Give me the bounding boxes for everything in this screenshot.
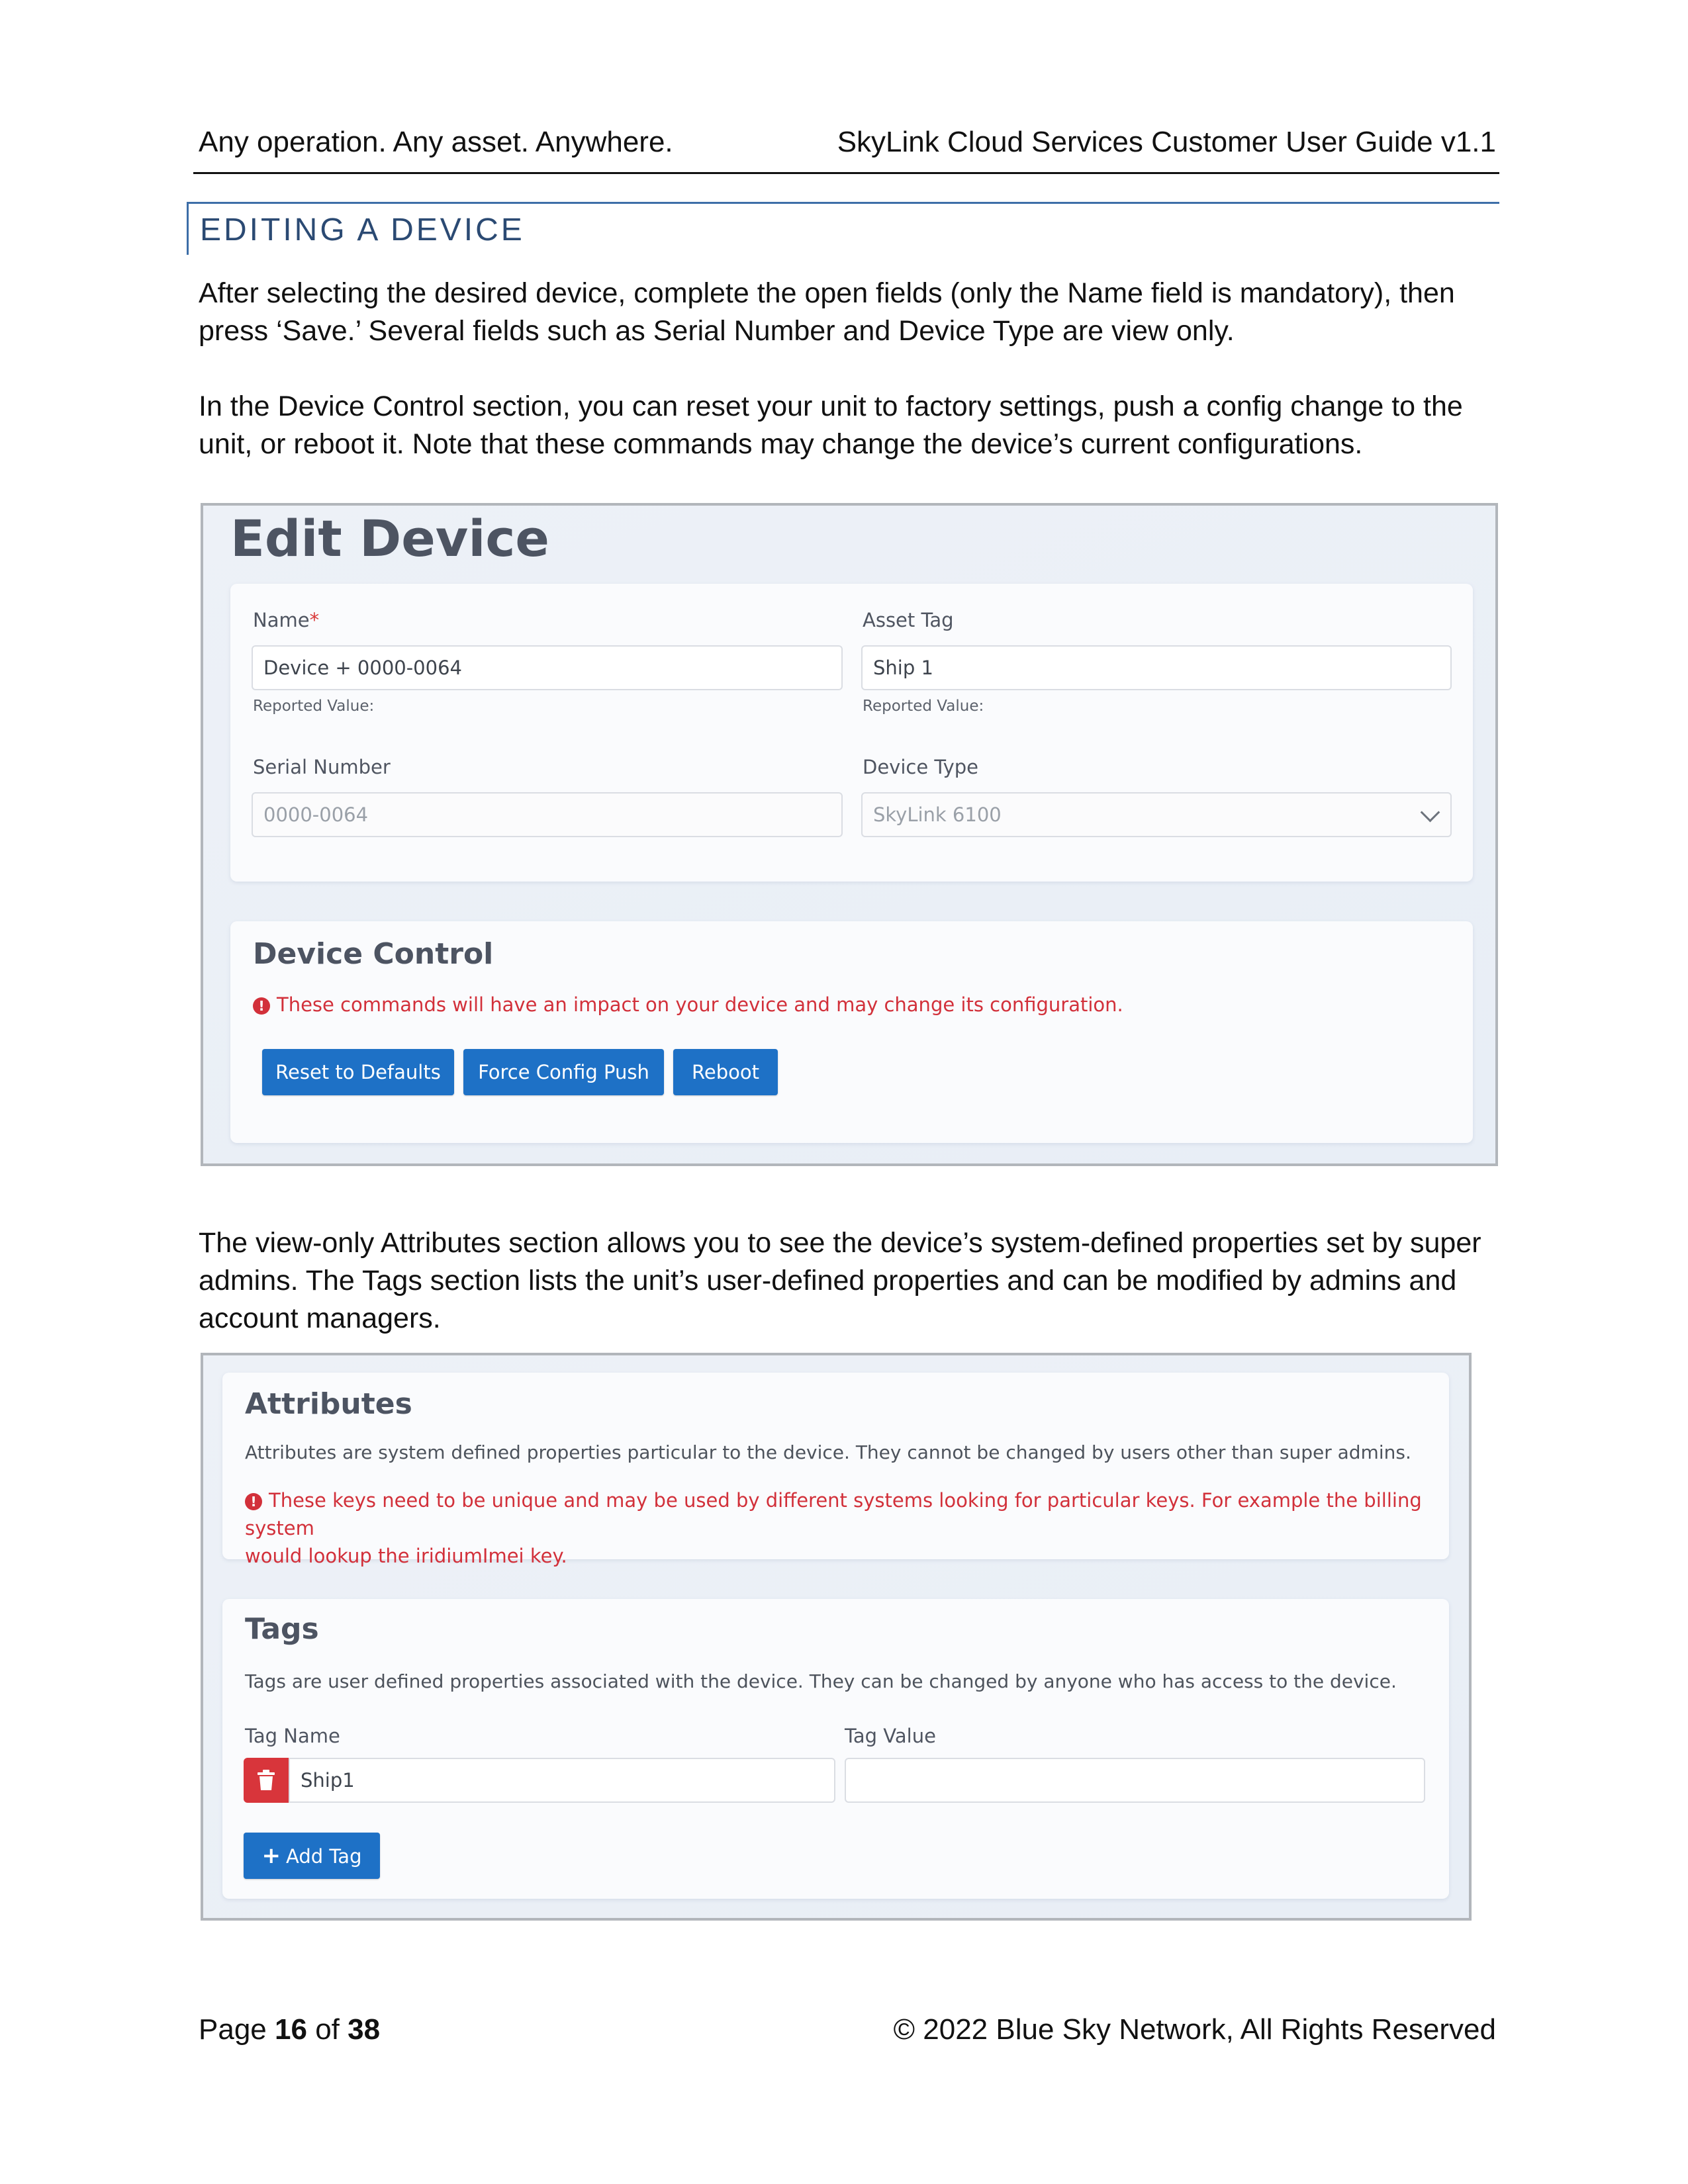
serial-number-label: Serial Number bbox=[253, 756, 391, 778]
reset-to-defaults-button[interactable]: Reset to Defaults bbox=[262, 1049, 454, 1095]
chevron-down-icon bbox=[1421, 803, 1440, 823]
trash-icon bbox=[257, 1770, 275, 1791]
attributes-warning-line-1 bbox=[245, 1486, 1430, 1542]
name-field[interactable]: Device + 0000-0064 bbox=[252, 645, 843, 690]
serial-number-field: 0000-0064 bbox=[252, 792, 843, 837]
delete-tag-button[interactable] bbox=[244, 1758, 289, 1803]
exclamation-circle-icon: ! bbox=[245, 1493, 262, 1510]
name-label-text: Name bbox=[253, 609, 310, 631]
copyright: © 2022 Blue Sky Network, All Rights Reserved bbox=[893, 2013, 1496, 2046]
device-control-card bbox=[230, 921, 1473, 1143]
tag-name-field[interactable]: Ship1 bbox=[289, 1758, 835, 1803]
page-number bbox=[199, 2013, 380, 2046]
name-label bbox=[253, 609, 319, 631]
section-heading-text: EDITING A DEVICE bbox=[200, 212, 525, 248]
tag-value-field[interactable] bbox=[845, 1758, 1425, 1803]
attributes-warning bbox=[245, 1486, 1430, 1570]
page-prefix: Page bbox=[199, 2013, 267, 2046]
attributes-description: Attributes are system defined properties particular to the device. They cannot be changed by users other than super admins. bbox=[245, 1441, 1411, 1463]
tag-value-label: Tag Value bbox=[845, 1725, 936, 1747]
section-heading bbox=[187, 202, 1499, 255]
device-details-card bbox=[230, 584, 1473, 882]
tags-card bbox=[222, 1599, 1449, 1899]
header-guide-title: SkyLink Cloud Services Customer User Guide v1.1 bbox=[837, 126, 1496, 158]
page-total: 38 bbox=[348, 2013, 381, 2046]
device-type-value: SkyLink 6100 bbox=[873, 803, 1002, 826]
tags-description: Tags are user defined properties associated with the device. They can be changed by anyone who has access to the device. bbox=[245, 1670, 1397, 1692]
attributes-card bbox=[222, 1373, 1449, 1567]
page-current: 16 bbox=[275, 2013, 307, 2046]
paragraph-intro: After selecting the desired device, complete the open fields (only the Name field is mandatory), then press ‘Save.’ Several fields such as Serial Number and Device Type are view only. bbox=[199, 277, 1455, 347]
device-type-label: Device Type bbox=[863, 756, 979, 778]
device-type-select bbox=[861, 792, 1452, 837]
paragraph-attributes-tags: The view-only Attributes section allows you to see the device’s system-defined properties set by super admins. The Tags section lists the unit’s user-defined properties and can be modified by admins and account managers. bbox=[199, 1227, 1481, 1334]
device-control-warning-text: These commands will have an impact on your device and may change its configuration. bbox=[277, 993, 1123, 1016]
attributes-tags-screenshot bbox=[201, 1353, 1472, 1921]
asset-tag-label: Asset Tag bbox=[863, 609, 954, 631]
tags-title: Tags bbox=[245, 1612, 319, 1646]
tag-name-label: Tag Name bbox=[245, 1725, 340, 1747]
reboot-button[interactable]: Reboot bbox=[673, 1049, 778, 1095]
asset-tag-field[interactable]: Ship 1 bbox=[861, 645, 1452, 690]
exclamation-circle-icon: ! bbox=[253, 997, 270, 1015]
force-config-push-button[interactable]: Force Config Push bbox=[463, 1049, 664, 1095]
edit-device-title: Edit Device bbox=[230, 509, 549, 568]
asset-tag-reported-value: Reported Value: bbox=[863, 698, 984, 715]
page-of: of bbox=[315, 2013, 340, 2046]
required-marker: * bbox=[309, 609, 320, 631]
plus-icon: + bbox=[261, 1843, 281, 1869]
edit-device-screenshot bbox=[201, 503, 1498, 1166]
attributes-warning-line-2: would lookup the iridiumImei key. bbox=[245, 1545, 567, 1567]
add-tag-label: Add Tag bbox=[286, 1845, 362, 1868]
device-control-warning bbox=[253, 991, 1123, 1019]
header-divider bbox=[193, 172, 1499, 174]
device-control-title: Device Control bbox=[253, 937, 494, 971]
add-tag-button[interactable] bbox=[244, 1833, 380, 1879]
attributes-warning-line-1-text: These keys need to be unique and may be used by different systems looking for particular keys. For example the billing system bbox=[245, 1489, 1422, 1539]
paragraph-device-control: In the Device Control section, you can reset your unit to factory settings, push a config change to the unit, or reboot it. Note that these commands may change the device’s current configurations. bbox=[199, 390, 1463, 460]
attributes-title: Attributes bbox=[245, 1387, 412, 1421]
name-reported-value: Reported Value: bbox=[253, 698, 375, 715]
header-tagline: Any operation. Any asset. Anywhere. bbox=[199, 126, 673, 158]
